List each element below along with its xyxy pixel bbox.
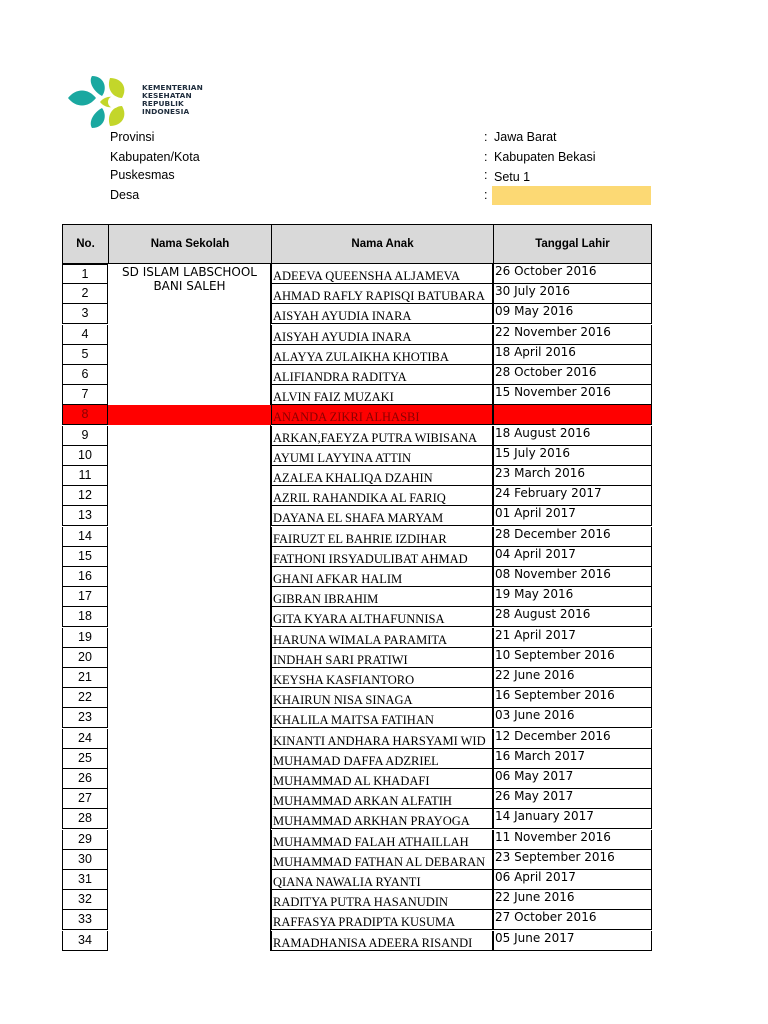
- birth-date[interactable]: 14 January 2017: [493, 809, 652, 829]
- row-number[interactable]: 25: [62, 749, 108, 769]
- row-number[interactable]: 11: [62, 466, 108, 486]
- kemenkes-emblem-icon: [66, 74, 138, 130]
- highlight-band: [108, 405, 271, 425]
- table-row[interactable]: [62, 910, 652, 930]
- logo-wordmark: [142, 84, 203, 116]
- birth-date[interactable]: 08 November 2016: [493, 567, 652, 587]
- table-row[interactable]: [62, 749, 652, 769]
- birth-date[interactable]: 22 June 2016: [493, 890, 652, 910]
- row-number[interactable]: 26: [62, 769, 108, 789]
- birth-date[interactable]: 22 June 2016: [493, 668, 652, 688]
- row-number[interactable]: 16: [62, 567, 108, 587]
- table-row[interactable]: [62, 466, 652, 486]
- kabupaten-value: Kabupaten Bekasi: [494, 150, 596, 164]
- birth-date[interactable]: 28 August 2016: [493, 607, 652, 627]
- kabupaten-colon: :: [484, 150, 488, 164]
- table-row[interactable]: [62, 668, 652, 688]
- logo-line: KEMENTERIAN: [142, 83, 203, 92]
- header-name: Nama Anak: [271, 224, 494, 264]
- row-number[interactable]: 5: [62, 345, 108, 365]
- provinsi-value: Jawa Barat: [494, 130, 557, 144]
- row-number[interactable]: 29: [62, 830, 108, 850]
- row-number[interactable]: 32: [62, 890, 108, 910]
- child-name[interactable]: MUHAMMAD FATHAN AL DEBARAN: [271, 850, 493, 870]
- row-number[interactable]: 18: [62, 607, 108, 627]
- birth-date[interactable]: 04 April 2017: [493, 547, 652, 567]
- row-number[interactable]: 31: [62, 870, 108, 890]
- row-number[interactable]: 22: [62, 688, 108, 708]
- birth-date[interactable]: [493, 405, 652, 425]
- kabupaten-label: Kabupaten/Kota: [110, 150, 200, 164]
- child-name[interactable]: DAYANA EL SHAFA MARYAM: [271, 506, 493, 526]
- birth-date[interactable]: 22 November 2016: [493, 325, 652, 345]
- table-row[interactable]: [62, 870, 652, 890]
- school-name: SD ISLAM LABSCHOOL BANI SALEH: [122, 265, 257, 293]
- desa-value-cell[interactable]: [492, 186, 651, 205]
- child-name[interactable]: RADITYA PUTRA HASANUDIN: [271, 890, 493, 910]
- header-school: Nama Sekolah: [108, 224, 272, 264]
- table-row[interactable]: [62, 385, 652, 405]
- row-number[interactable]: 4: [62, 325, 108, 345]
- child-name[interactable]: AZRIL RAHANDIKA AL FARIQ: [271, 486, 493, 506]
- row-number[interactable]: 9: [62, 426, 108, 446]
- row-number[interactable]: 30: [62, 850, 108, 870]
- table-row[interactable]: [62, 325, 652, 345]
- table-row[interactable]: [62, 607, 652, 627]
- birth-date[interactable]: 15 July 2016: [493, 446, 652, 466]
- birth-date[interactable]: 09 May 2016: [493, 304, 652, 324]
- child-name[interactable]: KEYSHA KASFIANTORO: [271, 668, 493, 688]
- row-number[interactable]: 8: [62, 405, 108, 425]
- birth-date[interactable]: 21 April 2017: [493, 628, 652, 648]
- table-row[interactable]: [62, 567, 652, 587]
- child-name[interactable]: KHAIRUN NISA SINAGA: [271, 688, 493, 708]
- birth-date[interactable]: 24 February 2017: [493, 486, 652, 506]
- child-name[interactable]: HARUNA WIMALA PARAMITA: [271, 628, 493, 648]
- child-name[interactable]: GIBRAN IBRAHIM: [271, 587, 493, 607]
- child-name[interactable]: AISYAH AYUDIA INARA: [271, 325, 493, 345]
- child-name[interactable]: RAMADHANISA ADEERA RISANDI: [271, 931, 493, 951]
- puskesmas-label: Puskesmas: [110, 168, 175, 182]
- birth-date[interactable]: 18 August 2016: [493, 426, 652, 446]
- birth-date[interactable]: 26 May 2017: [493, 789, 652, 809]
- logo-line: KESEHATAN: [142, 91, 192, 101]
- table-row[interactable]: [62, 789, 652, 809]
- table-row[interactable]: [62, 809, 652, 829]
- birth-date[interactable]: 23 September 2016: [493, 850, 652, 870]
- child-name[interactable]: ALVIN FAIZ MUZAKI: [271, 385, 493, 405]
- row-number[interactable]: 28: [62, 809, 108, 829]
- table-row[interactable]: [62, 506, 652, 526]
- row-number[interactable]: 12: [62, 486, 108, 506]
- row-number[interactable]: 14: [62, 527, 108, 547]
- birth-date[interactable]: 15 November 2016: [493, 385, 652, 405]
- child-name[interactable]: AZALEA KHALIQA DZAHIN: [271, 466, 493, 486]
- child-name[interactable]: INDHAH SARI PRATIWI: [271, 648, 493, 668]
- row-number[interactable]: 1: [62, 264, 108, 284]
- row-number[interactable]: 23: [62, 708, 108, 728]
- row-number[interactable]: 33: [62, 910, 108, 930]
- child-name[interactable]: KHALILA MAITSA FATIHAN: [271, 708, 493, 728]
- birth-date[interactable]: 05 June 2017: [493, 931, 652, 951]
- birth-date[interactable]: 18 April 2016: [493, 345, 652, 365]
- header-dob: Tanggal Lahir: [493, 224, 652, 264]
- table-row[interactable]: [62, 769, 652, 789]
- row-number[interactable]: 20: [62, 648, 108, 668]
- logo-line: INDONESIA: [142, 107, 190, 117]
- puskesmas-value: Setu 1: [494, 170, 531, 184]
- row-number[interactable]: 27: [62, 789, 108, 809]
- table-row[interactable]: [62, 365, 652, 385]
- table-row[interactable]: [62, 648, 652, 668]
- birth-date[interactable]: 23 March 2016: [493, 466, 652, 486]
- child-name[interactable]: MUHAMMAD ARKAN ALFATIH: [271, 789, 493, 809]
- child-name[interactable]: KINANTI ANDHARA HARSYAMI WID: [271, 729, 493, 749]
- row-number[interactable]: 10: [62, 446, 108, 466]
- birth-date[interactable]: 30 July 2016: [493, 284, 652, 304]
- puskesmas-colon: :: [484, 168, 488, 182]
- row-number[interactable]: 17: [62, 587, 108, 607]
- table-row[interactable]: [62, 446, 652, 466]
- row-number[interactable]: 7: [62, 385, 108, 405]
- table-row[interactable]: [62, 830, 652, 850]
- child-name[interactable]: GITA KYARA ALTHAFUNNISA: [271, 607, 493, 627]
- table-row[interactable]: [62, 426, 652, 446]
- child-name[interactable]: ALIFIANDRA RADITYA: [271, 365, 493, 385]
- table-row[interactable]: [62, 547, 652, 567]
- birth-date[interactable]: 06 April 2017: [493, 870, 652, 890]
- child-name[interactable]: AYUMI LAYYINA ATTIN: [271, 446, 493, 466]
- birth-date[interactable]: 11 November 2016: [493, 830, 652, 850]
- row-number[interactable]: 2: [62, 284, 108, 304]
- child-name[interactable]: QIANA NAWALIA RYANTI: [271, 870, 493, 890]
- table-row[interactable]: [62, 264, 652, 284]
- child-name[interactable]: RAFFASYA PRADIPTA KUSUMA: [271, 910, 493, 930]
- birth-date[interactable]: 03 June 2016: [493, 708, 652, 728]
- table-row[interactable]: [62, 688, 652, 708]
- birth-date[interactable]: 28 December 2016: [493, 527, 652, 547]
- table-row[interactable]: [62, 708, 652, 728]
- header-no: No.: [62, 224, 109, 264]
- table-row[interactable]: [62, 890, 652, 910]
- child-name[interactable]: FATHONI IRSYADULIBAT AHMAD: [271, 547, 493, 567]
- table-row[interactable]: [62, 345, 652, 365]
- table-row[interactable]: [62, 527, 652, 547]
- table-row[interactable]: [62, 931, 652, 951]
- provinsi-label: Provinsi: [110, 130, 155, 144]
- table-row[interactable]: [62, 587, 652, 607]
- birth-date[interactable]: 19 May 2016: [493, 587, 652, 607]
- row-number[interactable]: 34: [62, 931, 108, 951]
- child-name[interactable]: ALAYYA ZULAIKHA KHOTIBA: [271, 345, 493, 365]
- desa-colon: :: [484, 188, 488, 202]
- provinsi-colon: :: [484, 130, 488, 144]
- birth-date[interactable]: 06 May 2017: [493, 769, 652, 789]
- birth-date[interactable]: 26 October 2016: [493, 264, 652, 284]
- child-name[interactable]: AHMAD RAFLY RAPISQI BATUBARA: [271, 284, 493, 304]
- birth-date[interactable]: 10 September 2016: [493, 648, 652, 668]
- birth-date[interactable]: 01 April 2017: [493, 506, 652, 526]
- birth-date[interactable]: 27 October 2016: [493, 910, 652, 930]
- birth-date[interactable]: 12 December 2016: [493, 729, 652, 749]
- row-number[interactable]: 3: [62, 304, 108, 324]
- birth-date[interactable]: 16 September 2016: [493, 688, 652, 708]
- table-row[interactable]: [62, 628, 652, 648]
- row-number[interactable]: 24: [62, 729, 108, 749]
- birth-date[interactable]: 28 October 2016: [493, 365, 652, 385]
- child-name[interactable]: MUHAMMAD FALAH ATHAILLAH: [271, 830, 493, 850]
- birth-date[interactable]: 16 March 2017: [493, 749, 652, 769]
- row-number[interactable]: 15: [62, 547, 108, 567]
- table-row[interactable]: [62, 486, 652, 506]
- row-number[interactable]: 19: [62, 628, 108, 648]
- child-name[interactable]: GHANI AFKAR HALIM: [271, 567, 493, 587]
- child-name[interactable]: MUHAMAD DAFFA ADZRIEL: [271, 749, 493, 769]
- kemenkes-logo: [66, 74, 226, 130]
- child-name[interactable]: ADEEVA QUEENSHA ALJAMEVA: [271, 264, 493, 284]
- child-name[interactable]: AISYAH AYUDIA INARA: [271, 304, 493, 324]
- row-number[interactable]: 21: [62, 668, 108, 688]
- table-row[interactable]: [62, 304, 652, 324]
- table-row[interactable]: [62, 729, 652, 749]
- row-number[interactable]: 13: [62, 506, 108, 526]
- child-name[interactable]: MUHAMMAD AL KHADAFI: [271, 769, 493, 789]
- child-name[interactable]: FAIRUZT EL BAHRIE IZDIHAR: [271, 527, 493, 547]
- child-name[interactable]: MUHAMMAD ARKHAN PRAYOGA: [271, 809, 493, 829]
- table-row[interactable]: [62, 284, 652, 304]
- row-number[interactable]: 6: [62, 365, 108, 385]
- logo-line: REPUBLIK: [142, 99, 184, 109]
- child-name[interactable]: ARKAN,FAEYZA PUTRA WIBISANA: [271, 426, 493, 446]
- desa-label: Desa: [110, 188, 140, 202]
- child-name[interactable]: ANANDA ZIKRI ALHASBI: [271, 405, 493, 425]
- table-row[interactable]: [62, 850, 652, 870]
